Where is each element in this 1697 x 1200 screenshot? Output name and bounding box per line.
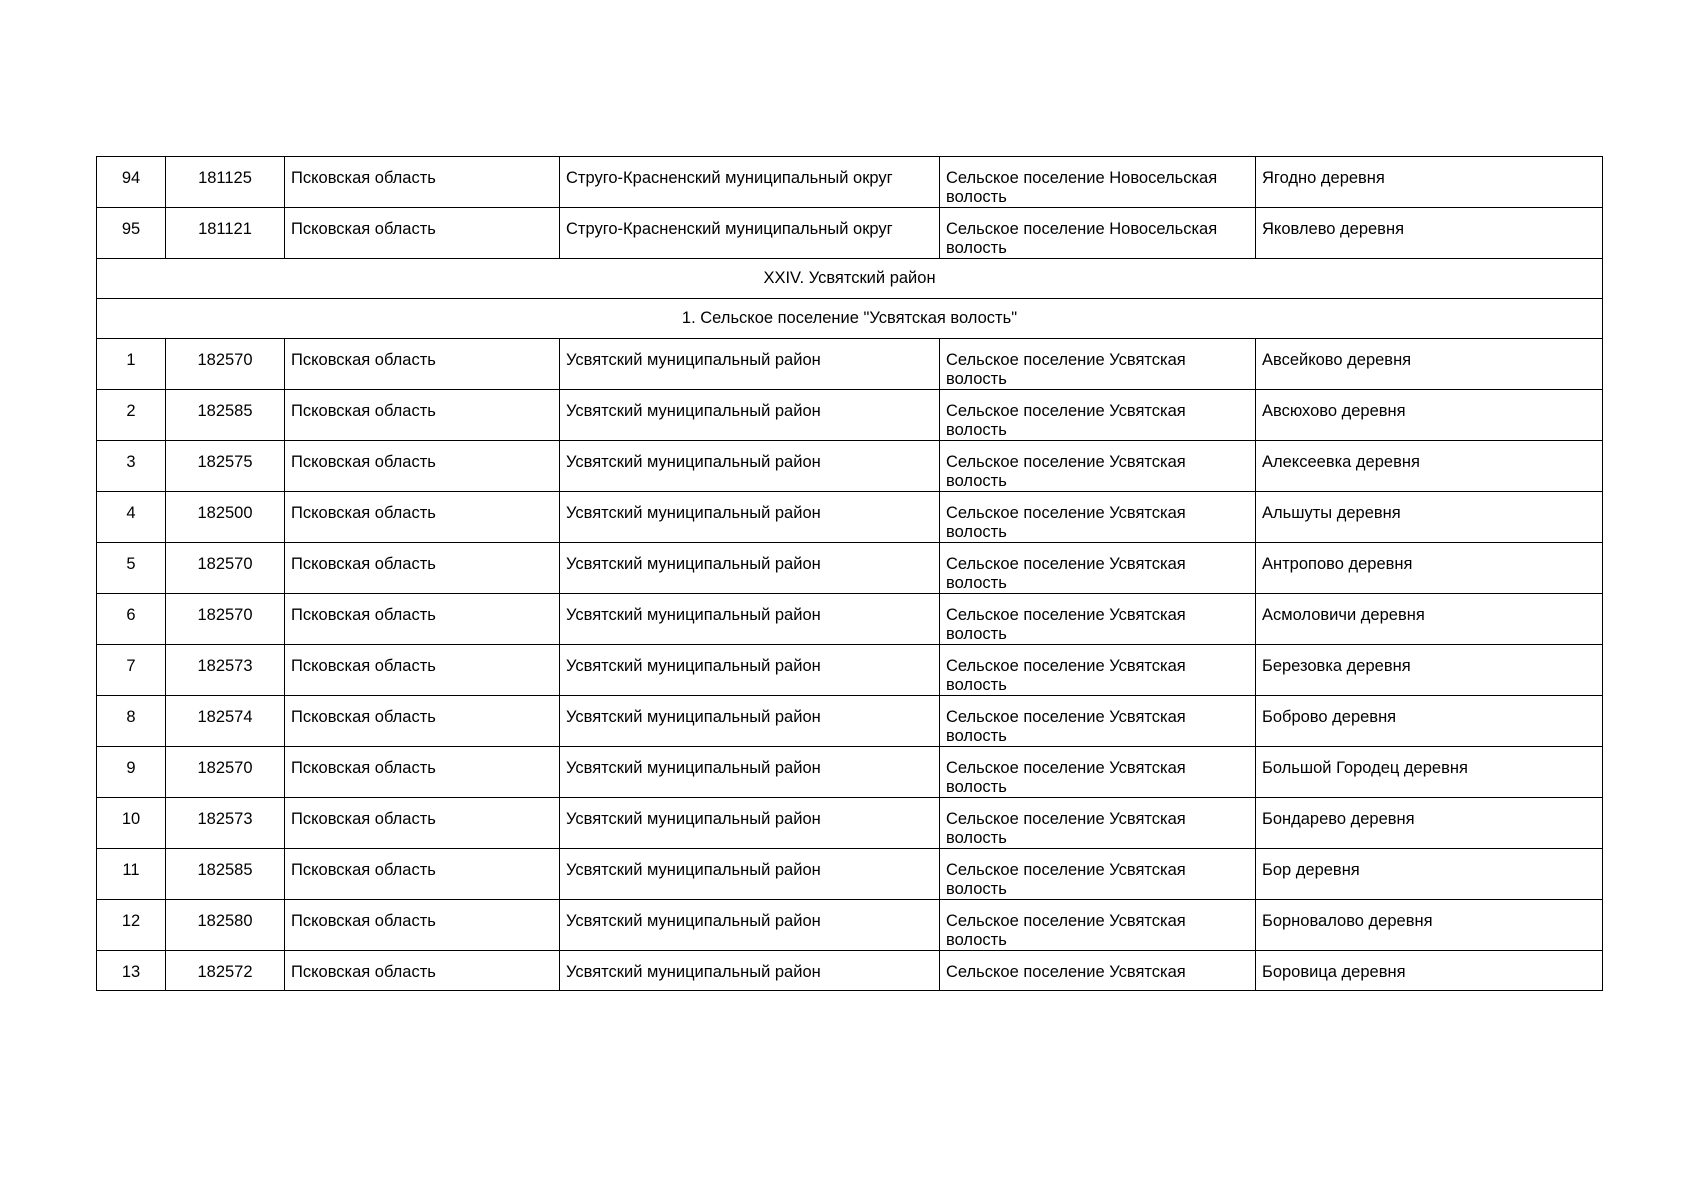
region-cell: Псковская область [285,390,560,441]
district-cell: Усвятский муниципальный район [560,849,940,900]
region-cell: Псковская область [285,157,560,208]
postal-code-cell: 182570 [166,747,285,798]
region-cell: Псковская область [285,594,560,645]
table-body [97,157,1603,991]
settlement-cell: Сельское поселение Усвятская волость [940,390,1256,441]
settlement-cell: Сельское поселение Новосельская волость [940,157,1256,208]
place-cell: Бондарево деревня [1256,798,1603,849]
region-cell: Псковская область [285,696,560,747]
district-cell: Усвятский муниципальный район [560,492,940,543]
place-cell: Боровица деревня [1256,951,1603,991]
place-cell: Большой Городец деревня [1256,747,1603,798]
district-cell: Усвятский муниципальный район [560,747,940,798]
region-cell: Псковская область [285,441,560,492]
postal-code-cell: 182570 [166,543,285,594]
place-cell: Авсюхово деревня [1256,390,1603,441]
postal-code-cell: 182572 [166,951,285,991]
table-row [97,543,1603,594]
postal-code-cell: 182575 [166,441,285,492]
settlement-cell: Сельское поселение Усвятская волость [940,645,1256,696]
settlement-cell: Сельское поселение Усвятская [940,951,1256,991]
row-number-cell: 13 [97,951,166,991]
settlements-table [96,156,1603,991]
postal-code-cell: 181125 [166,157,285,208]
section-heading: 1. Сельское поселение "Усвятская волость" [97,299,1603,339]
settlement-cell: Сельское поселение Усвятская волость [940,594,1256,645]
settlement-cell: Сельское поселение Усвятская волость [940,849,1256,900]
settlement-cell: Сельское поселение Усвятская волость [940,798,1256,849]
row-number-cell: 95 [97,208,166,259]
settlement-cell: Сельское поселение Усвятская волость [940,696,1256,747]
table-row [97,798,1603,849]
region-cell: Псковская область [285,849,560,900]
place-cell: Березовка деревня [1256,645,1603,696]
table-row [97,594,1603,645]
table-row [97,951,1603,991]
row-number-cell: 94 [97,157,166,208]
region-cell: Псковская область [285,492,560,543]
section-heading: XXIV. Усвятский район [97,259,1603,299]
postal-code-cell: 182570 [166,339,285,390]
place-cell: Авсейково деревня [1256,339,1603,390]
table-row [97,696,1603,747]
region-cell: Псковская область [285,900,560,951]
district-cell: Усвятский муниципальный район [560,441,940,492]
settlement-cell: Сельское поселение Усвятская волость [940,747,1256,798]
place-cell: Алексеевка деревня [1256,441,1603,492]
row-number-cell: 8 [97,696,166,747]
settlement-cell: Сельское поселение Усвятская волость [940,543,1256,594]
district-cell: Усвятский муниципальный район [560,390,940,441]
place-cell: Боброво деревня [1256,696,1603,747]
place-cell: Яковлево деревня [1256,208,1603,259]
table-row [97,747,1603,798]
row-number-cell: 2 [97,390,166,441]
settlement-cell: Сельское поселение Усвятская волость [940,441,1256,492]
table-row [97,645,1603,696]
row-number-cell: 4 [97,492,166,543]
district-cell: Усвятский муниципальный район [560,696,940,747]
row-number-cell: 10 [97,798,166,849]
postal-code-cell: 182585 [166,849,285,900]
district-cell: Струго-Красненский муниципальный округ [560,208,940,259]
section-heading-row [97,299,1603,339]
district-cell: Усвятский муниципальный район [560,594,940,645]
table-row [97,900,1603,951]
postal-code-cell: 182570 [166,594,285,645]
table-row [97,441,1603,492]
postal-code-cell: 182580 [166,900,285,951]
table-row [97,157,1603,208]
place-cell: Борновалово деревня [1256,900,1603,951]
postal-code-cell: 182500 [166,492,285,543]
place-cell: Ягодно деревня [1256,157,1603,208]
district-cell: Усвятский муниципальный район [560,339,940,390]
region-cell: Псковская область [285,339,560,390]
row-number-cell: 9 [97,747,166,798]
table-row [97,339,1603,390]
postal-code-cell: 182573 [166,798,285,849]
region-cell: Псковская область [285,798,560,849]
postal-code-cell: 182573 [166,645,285,696]
region-cell: Псковская область [285,645,560,696]
place-cell: Бор деревня [1256,849,1603,900]
section-heading-row [97,259,1603,299]
place-cell: Альшуты деревня [1256,492,1603,543]
place-cell: Асмоловичи деревня [1256,594,1603,645]
settlement-cell: Сельское поселение Усвятская волость [940,339,1256,390]
postal-code-cell: 181121 [166,208,285,259]
district-cell: Усвятский муниципальный район [560,543,940,594]
table-row [97,849,1603,900]
row-number-cell: 7 [97,645,166,696]
table-row [97,390,1603,441]
row-number-cell: 12 [97,900,166,951]
row-number-cell: 5 [97,543,166,594]
region-cell: Псковская область [285,951,560,991]
table-row [97,492,1603,543]
settlement-cell: Сельское поселение Новосельская волость [940,208,1256,259]
row-number-cell: 11 [97,849,166,900]
postal-code-cell: 182585 [166,390,285,441]
district-cell: Усвятский муниципальный район [560,645,940,696]
row-number-cell: 3 [97,441,166,492]
row-number-cell: 1 [97,339,166,390]
district-cell: Усвятский муниципальный район [560,951,940,991]
district-cell: Усвятский муниципальный район [560,900,940,951]
region-cell: Псковская область [285,543,560,594]
settlement-cell: Сельское поселение Усвятская волость [940,900,1256,951]
row-number-cell: 6 [97,594,166,645]
district-cell: Струго-Красненский муниципальный округ [560,157,940,208]
settlement-cell: Сельское поселение Усвятская волость [940,492,1256,543]
district-cell: Усвятский муниципальный район [560,798,940,849]
postal-code-cell: 182574 [166,696,285,747]
region-cell: Псковская область [285,208,560,259]
place-cell: Антропово деревня [1256,543,1603,594]
region-cell: Псковская область [285,747,560,798]
table-row [97,208,1603,259]
